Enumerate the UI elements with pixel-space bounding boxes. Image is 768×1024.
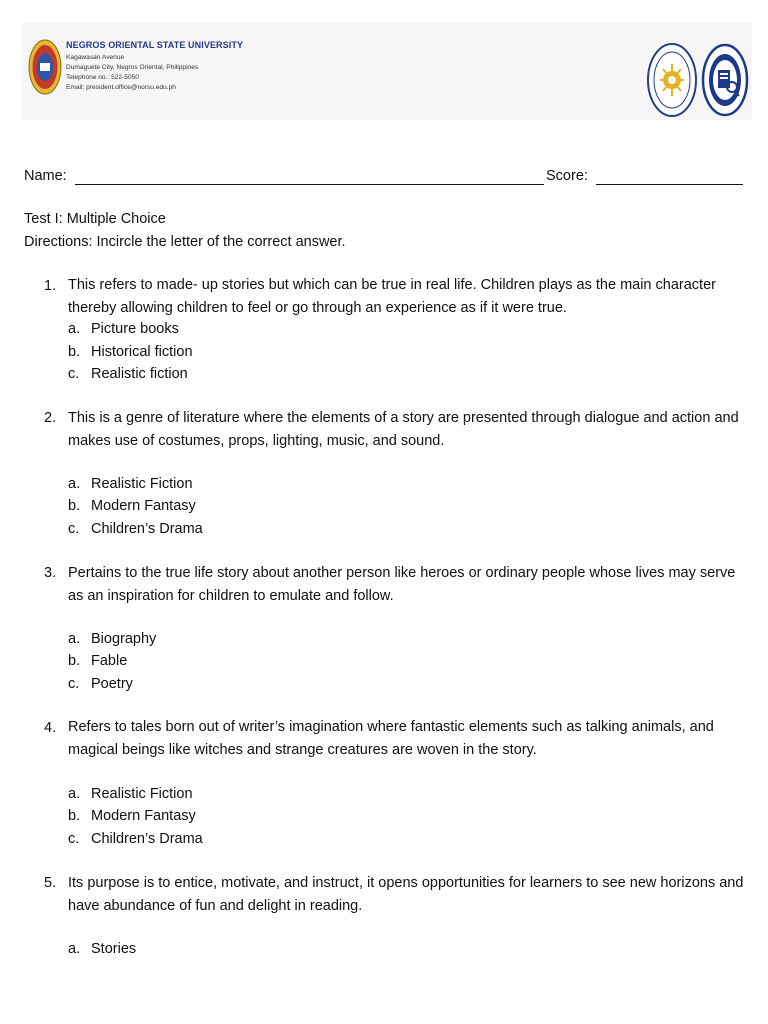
address-line: Kagawasan Avenue (66, 54, 125, 61)
option-text: Realistic fiction (91, 366, 188, 382)
option-text: Realistic Fiction (91, 476, 193, 492)
question-number: 5. (44, 875, 57, 891)
option-letter[interactable]: b. (68, 808, 81, 824)
option-text: Children’s Drama (91, 521, 203, 537)
option-letter[interactable]: a. (68, 476, 81, 492)
option-text: Modern Fantasy (91, 808, 196, 824)
option-letter[interactable]: a. (68, 631, 81, 647)
option-letter[interactable]: b. (68, 498, 81, 514)
option-letter[interactable]: c. (68, 831, 80, 847)
option-letter[interactable]: c. (68, 521, 80, 537)
option-letter[interactable]: b. (68, 653, 81, 669)
option-text: Stories (91, 941, 137, 957)
test-title: Test I: Multiple Choice (24, 211, 166, 227)
option-letter[interactable]: a. (68, 321, 81, 337)
option-letter[interactable]: c. (68, 676, 80, 692)
question-number: 2. (44, 410, 57, 426)
option-text: Historical fiction (91, 344, 193, 360)
question-text: Its purpose is to entice, motivate, and instruct, it opens opportunities for learners to see new horizons and have abundance of fun and delight in reading. (68, 875, 744, 914)
score-field[interactable] (596, 184, 743, 185)
question-text: Pertains to the true life story about another person like heroes or ordinary people whose lives may serve as an inspiration for children to emulate and follow. (68, 565, 736, 604)
option-letter[interactable]: b. (68, 344, 81, 360)
question-number: 1. (44, 278, 57, 294)
question-text: This refers to made- up stories but which can be true in real life. Children plays as the main character thereby allowing children to feel or go through an experience as if it were true. (68, 277, 716, 316)
email-line: Email: president.office@norsu.edu.ph (66, 84, 176, 91)
telephone-line: Telephone no.: 522-5050 (66, 74, 139, 81)
option-letter[interactable]: a. (68, 786, 81, 802)
question-number: 3. (44, 565, 57, 581)
freedom-of-information-seal-icon (701, 42, 749, 118)
directions: Directions: Incircle the letter of the correct answer. (24, 234, 346, 250)
option-letter[interactable]: c. (68, 366, 80, 382)
name-field[interactable] (75, 184, 544, 185)
university-logo-icon (28, 38, 62, 96)
option-letter[interactable]: a. (68, 941, 81, 957)
name-label: Name: (24, 168, 67, 184)
option-text: Modern Fantasy (91, 498, 196, 514)
score-label: Score: (546, 168, 588, 184)
address-line: Dumaguete City, Negros Oriental, Philippines (66, 64, 199, 71)
letterhead (22, 23, 752, 120)
option-text: Biography (91, 631, 157, 647)
option-text: Picture books (91, 321, 179, 337)
option-text: Children’s Drama (91, 831, 203, 847)
option-text: Realistic Fiction (91, 786, 193, 802)
option-text: Poetry (91, 676, 133, 692)
question-number: 4. (44, 720, 57, 736)
question-text: This is a genre of literature where the elements of a story are presented through dialogue and action and makes use of costumes, props, lighting, music, and sound. (68, 410, 739, 449)
option-text: Fable (91, 653, 128, 669)
question-text: Refers to tales born out of writer’s imagination where fantastic elements such as talking animals, and magical beings like witches and strange creatures are woven in the story. (68, 719, 714, 758)
transparency-seal-icon (646, 42, 698, 118)
university-name: NEGROS ORIENTAL STATE UNIVERSITY (66, 40, 244, 50)
